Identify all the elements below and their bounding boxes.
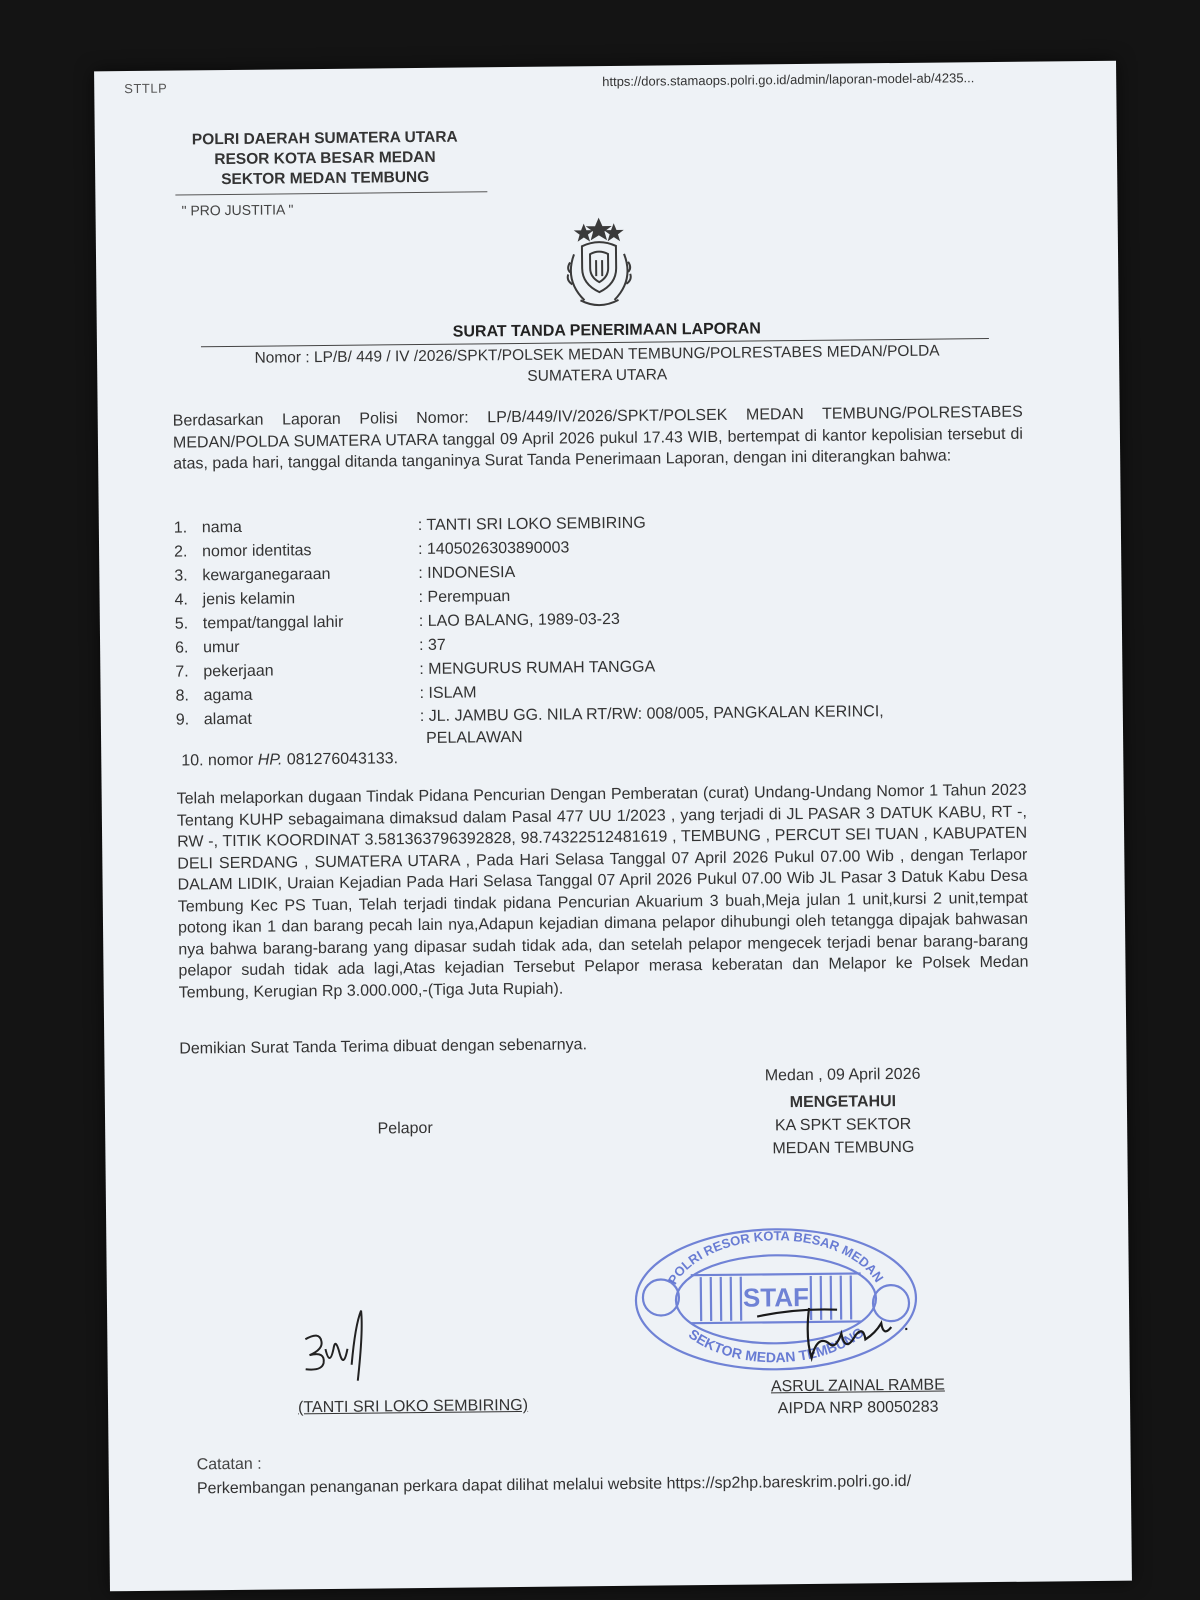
stamp-bottom-text: SEKTOR MEDAN TEMBUNG	[685, 1323, 867, 1366]
field-label: tempat/tanggal lahir	[202, 613, 344, 633]
document-paper	[94, 61, 1132, 1592]
field-value: : MENGURUS RUMAH TANGGA	[419, 658, 656, 679]
field-number: 1.	[173, 519, 188, 537]
closing-statement: Demikian Surat Tanda Terima dibuat dengan sebenarnya.	[179, 1036, 588, 1058]
field-number: 3.	[174, 567, 188, 585]
issuing-office	[165, 127, 486, 190]
form-code: STTLP	[124, 80, 168, 97]
mengetahui-label: MENGETAHUI	[789, 1093, 897, 1112]
place-date: Medan , 09 April 2026	[764, 1065, 921, 1085]
field-value: : Perempuan	[418, 588, 511, 607]
field-number: 2.	[174, 543, 188, 561]
field-number: 5.	[174, 615, 189, 633]
catatan-text: Perkembangan penanganan perkara dapat dilihat melalui website https://sp2hp.bareskrim.polri.go.id/	[196, 1472, 912, 1498]
officer-rank: AIPDA NRP 80050283	[777, 1398, 939, 1418]
pelapor-signature	[297, 1304, 388, 1385]
svg-text:POLRI RESOR KOTA BESAR MEDAN	[664, 1227, 886, 1287]
stamp-top-text: POLRI RESOR KOTA BESAR MEDAN	[664, 1228, 887, 1287]
pelapor-label: Pelapor	[377, 1119, 433, 1138]
pelapor-name: (TANTI SRI LOKO SEMBIRING)	[298, 1396, 529, 1417]
intro-paragraph: Berdasarkan Laporan Polisi Nomor: LP/B/449/IV/2026/SPKT/POLSEK MEDAN TEMBUNG/POLRESTABES MEDAN/POLDA SUMATERA UTARA tanggal 09 April 2026 pukul 17.43 WIB, bertempat di kantor kepolisian tersebut di atas, pada hari, tanggal ditanda tanganinya Surat Tanda Penerimaan Laporan, dengan ini diterangkan bahwa:	[172, 403, 1024, 473]
field-number: 4.	[174, 591, 189, 609]
field-number: 9.	[175, 711, 190, 729]
phone-label: HP.	[257, 751, 283, 769]
officer-name: ASRUL ZAINAL RAMBE	[770, 1376, 945, 1396]
field-value: : ISLAM	[419, 684, 477, 703]
address-line-2: PELALAWAN	[425, 728, 523, 747]
org-line-2: RESOR KOTA BESAR MEDAN	[214, 148, 436, 169]
catatan-label: Catatan :	[196, 1455, 262, 1474]
field-row	[176, 700, 1026, 755]
field-value: : 37	[419, 636, 446, 655]
field-label: nama	[201, 518, 242, 537]
office-line-2: MEDAN TEMBUNG	[772, 1138, 915, 1158]
field-label: umur	[203, 638, 240, 657]
phone-value: 081276043133.	[282, 750, 399, 769]
org-line-3: SEKTOR MEDAN TEMBUNG	[221, 168, 430, 189]
org-line-1: POLRI DAERAH SUMATERA UTARA	[191, 128, 458, 149]
field-number: 7.	[175, 663, 189, 681]
report-number-line-1: Nomor : LP/B/ 449 / IV /2026/SPKT/POLSEK MEDAN TEMBUNG/POLRESTABES MEDAN/POLDA	[254, 342, 940, 367]
field-value: : LAO BALANG, 1989-03-23	[418, 610, 620, 631]
address-line-1: : JL. JAMBU GG. NILA RT/RW: 008/005, PANGKALAN KERINCI,	[419, 703, 884, 726]
stamp-center-text: STAF	[742, 1281, 810, 1313]
police-emblem-icon	[544, 214, 655, 315]
field-value: : TANTI SRI LOKO SEMBIRING	[417, 514, 646, 535]
phone-prefix: 10. nomor	[181, 751, 258, 770]
field-number: 8.	[175, 687, 190, 705]
field-number: 6.	[175, 639, 189, 657]
pro-justitia: " PRO JUSTITIA "	[181, 201, 294, 219]
report-number-line-2: SUMATERA UTARA	[527, 366, 668, 385]
field-label: pekerjaan	[203, 662, 274, 681]
officer-signature	[747, 1293, 928, 1365]
report-number	[197, 340, 997, 390]
officer-block	[748, 1374, 968, 1420]
field-label: alamat	[203, 710, 252, 729]
field-label: jenis kelamin	[202, 590, 296, 609]
field-label: kewarganegaraan	[202, 565, 331, 585]
approver-block	[713, 1062, 974, 1161]
field-label: agama	[203, 686, 253, 705]
phone-number-row	[181, 750, 398, 770]
field-value: : INDONESIA	[418, 564, 516, 583]
document-title: SURAT TANDA PENERIMAAN LAPORAN	[452, 320, 761, 341]
header-divider	[175, 191, 487, 195]
print-url: https://dors.stamaops.polri.go.id/admin/laporan-model-ab/4235...	[602, 70, 975, 90]
field-label: nomor identitas	[202, 542, 312, 561]
report-body: Telah melaporkan dugaan Tindak Pidana Pencurian Dengan Pemberatan (curat) Undang-Undang Nomor 1 Tahun 2023 Tentang KUHP sebagaimana dimaksud dalam Pasal 477 UU 1/2023 , yang terjadi di JL PASAR 3 DATUK KABU, RT -, RW -, TITIK KOORDINAT 3.581363796392828, 98.74322512481619 , TEMBUNG , PERCUT SEI TUAN , KABUPATEN DELI SERDANG , SUMATERA UTARA , Pada Hari Selasa Tanggal 07 April 2026 Pukul 07.00 Wib , dengan Terlapor DALAM LIDIK, Uraian Kejadian Pada Hari Selasa Tanggal 07 April 2026 Pukul 07.00 Wib JL Pasar 3 Datuk Kabu Desa Tembung Kec PS Tuan, Telah terjadi tindak pidana Pencurian Akuarium 3 buah,Meja julan 1 unit,kursi 2 unit,tempat potong ikan 1 dan barang pecah lain nya,Adapun kejadian dimana pelapor dihubungi oleh tetangga dipajak bahwasan nya bahwa barang-barang yang dipasar sudah tidak ada, dan setelah pelapor mengecek terjadi benar barang-barang pelapor sudah tidak ada lagi,Atas kejadian Tersebut Pelapor merasa keberatan dan Melapor ke Polsek Medan Tembung, Kerugian Rp 3.000.000,-(Tiga Juta Rupiah).	[176, 781, 1029, 1002]
field-value	[420, 700, 1026, 752]
reporter-details	[174, 508, 1026, 755]
field-value: : 1405026303890003	[418, 539, 570, 559]
office-line-1: KA SPKT SEKTOR	[774, 1115, 912, 1135]
